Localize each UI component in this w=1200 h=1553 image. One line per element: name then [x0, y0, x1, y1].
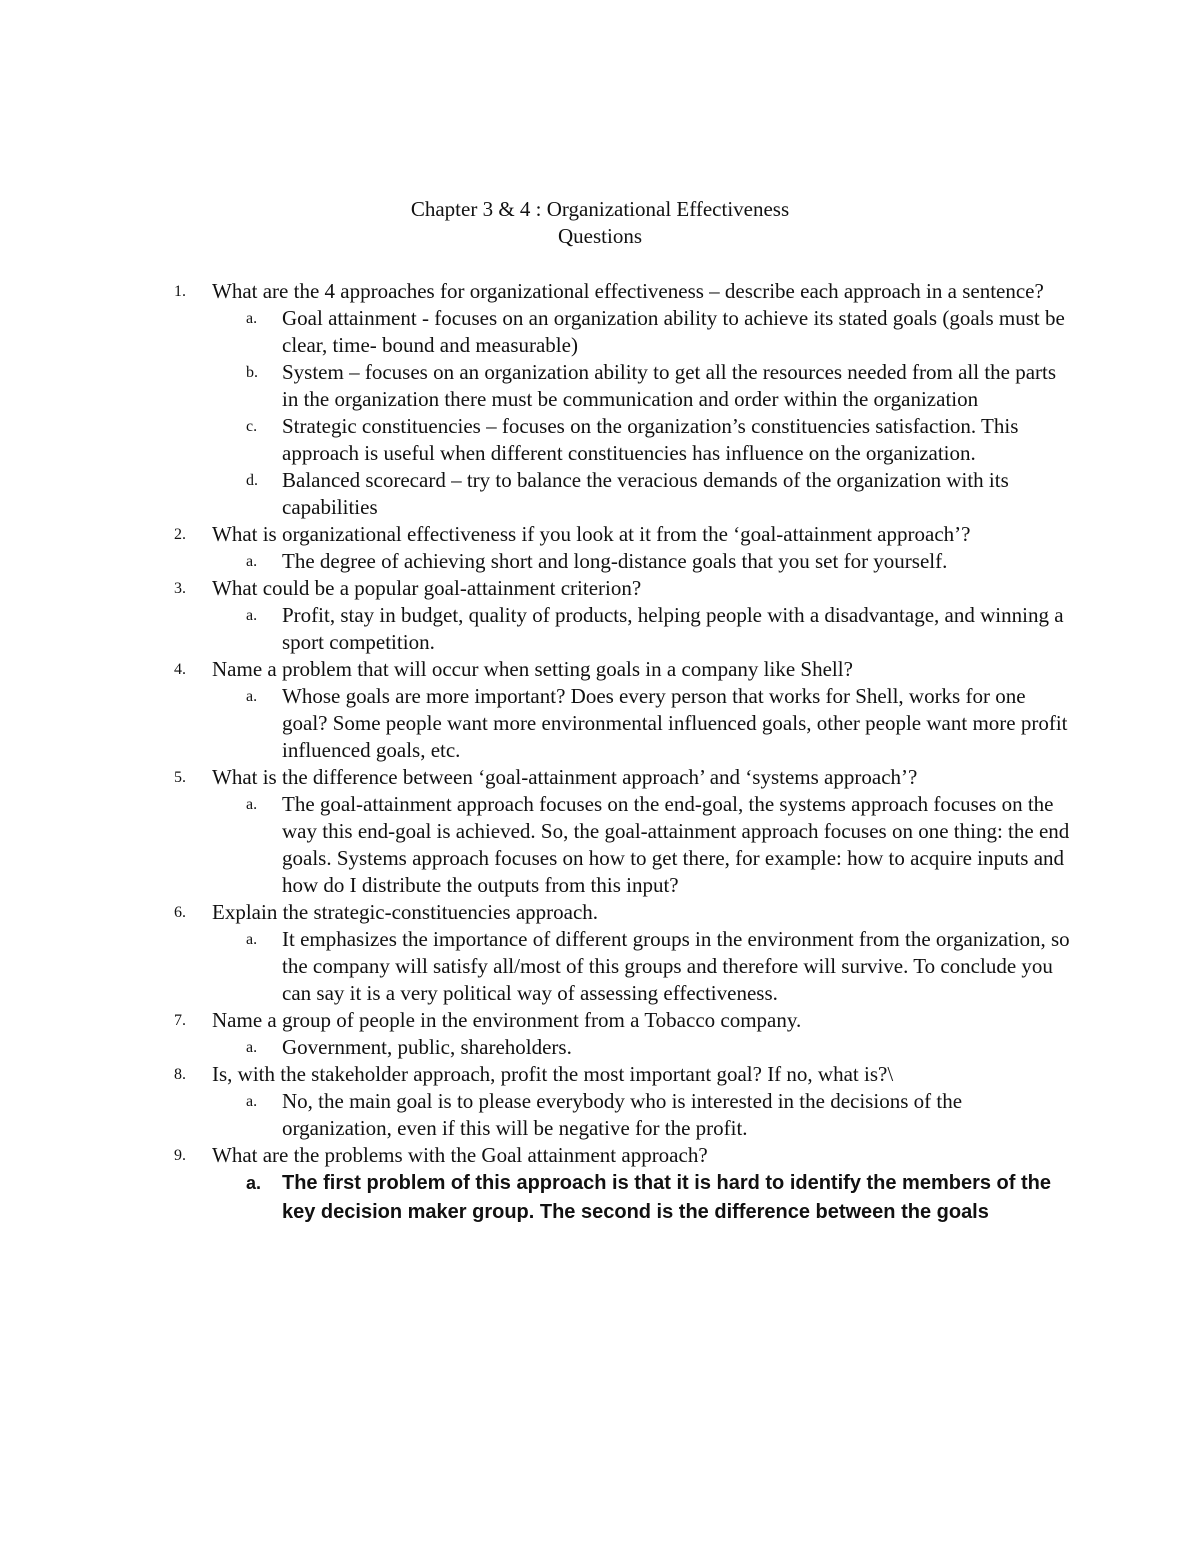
- question-item: [0, 278, 1200, 521]
- page-title: Chapter 3 & 4 : Organizational Effectiveness: [410, 197, 790, 221]
- question-text: What are the problems with the Goal attainment approach?: [212, 1143, 708, 1167]
- answer-letter: a.: [246, 553, 258, 570]
- answer-text: The goal-attainment approach focuses on the end-goal, the systems approach focuses on the way this end-goal is achieved. So, the goal-attainment approach focuses on one thing: the end goals. Systems approach focuses on how to get there, for example: how to acquire inputs and how do I distribute the outputs from this input?: [282, 792, 1070, 897]
- answer-list: [212, 1034, 1070, 1061]
- question-item: [0, 899, 1200, 1007]
- question-item: [0, 656, 1200, 764]
- question-text: What are the 4 approaches for organizational effectiveness – describe each approach in a sentence?: [212, 279, 1044, 303]
- answer-letter: a.: [246, 688, 258, 705]
- question-number: 9.: [174, 1147, 186, 1164]
- question-item: [0, 1061, 1200, 1142]
- question-item: [0, 575, 1200, 656]
- answer-list: [212, 683, 1070, 764]
- answer-text: It emphasizes the importance of different groups in the environment from the organization, so the company will satisfy all/most of this groups and therefore will survive. To conclude you can say it is a very political way of assessing effectiveness.: [282, 927, 1070, 1005]
- page-subtitle: Questions: [558, 224, 642, 248]
- answer-list: [212, 602, 1070, 656]
- question-text: What is the difference between ‘goal-attainment approach’ and ‘systems approach’?: [212, 765, 918, 789]
- answer-text: Profit, stay in budget, quality of products, helping people with a disadvantage, and winning a sport competition.: [282, 603, 1064, 654]
- answer-text: The degree of achieving short and long-distance goals that you set for yourself.: [282, 549, 948, 573]
- answer-text: System – focuses on an organization ability to get all the resources needed from all the parts in the organization there must be communication and order within the organization: [282, 360, 1057, 411]
- answer-letter: a.: [246, 310, 258, 327]
- answer-letter: b.: [246, 364, 258, 381]
- answer-item: [212, 359, 1070, 413]
- question-number: 4.: [174, 661, 186, 678]
- question-text: Name a group of people in the environment from a Tobacco company.: [212, 1008, 802, 1032]
- answer-item: [212, 1088, 1070, 1142]
- answer-item: [212, 926, 1070, 1007]
- answer-list: [212, 548, 1070, 575]
- answer-item: [212, 791, 1070, 899]
- question-number: 1.: [174, 283, 186, 300]
- answer-item: [212, 413, 1070, 467]
- answer-text: The first problem of this approach is that it is hard to identify the members of the key decision maker group. The second is the difference between the goals: [282, 1172, 1051, 1223]
- question-text: What is organizational effectiveness if you look at it from the ‘goal-attainment approach’?: [212, 522, 971, 546]
- question-number: 5.: [174, 769, 186, 786]
- answer-letter: a.: [246, 796, 258, 813]
- question-text: Is, with the stakeholder approach, profit the most important goal? If no, what is?\: [212, 1062, 894, 1086]
- question-number: 7.: [174, 1012, 186, 1029]
- answer-letter: a.: [246, 1039, 258, 1056]
- question-item: [0, 764, 1200, 899]
- question-number: 6.: [174, 904, 186, 921]
- question-number: 3.: [174, 580, 186, 597]
- question-number: 8.: [174, 1066, 186, 1083]
- question-item: [0, 1007, 1200, 1061]
- answer-letter: a.: [246, 607, 258, 624]
- question-number: 2.: [174, 526, 186, 543]
- answer-list: [212, 1088, 1070, 1142]
- question-text: What could be a popular goal-attainment criterion?: [212, 576, 642, 600]
- answer-letter: a.: [246, 1093, 258, 1110]
- answer-letter: a.: [246, 931, 258, 948]
- answer-text: No, the main goal is to please everybody who is interested in the decisions of the organization, even if this will be negative for the profit.: [282, 1089, 963, 1140]
- answer-item: [212, 548, 1070, 575]
- answer-item: [212, 1169, 1070, 1227]
- title-block: [0, 196, 1200, 250]
- answer-list: [212, 305, 1070, 521]
- answer-item: [212, 683, 1070, 764]
- answer-text: Government, public, shareholders.: [282, 1035, 572, 1059]
- answer-letter: a.: [246, 1173, 262, 1193]
- answer-item: [212, 305, 1070, 359]
- answer-item: [212, 467, 1070, 521]
- answer-list: [212, 926, 1070, 1007]
- answer-list: [212, 1169, 1070, 1227]
- answer-item: [212, 602, 1070, 656]
- answer-text: Whose goals are more important? Does every person that works for Shell, works for one goal? Some people want more environmental influenced goals, other people want more profit influenced goals, etc.: [282, 684, 1068, 762]
- answer-letter: d.: [246, 472, 258, 489]
- question-text: Explain the strategic-constituencies approach.: [212, 900, 599, 924]
- answer-text: Goal attainment - focuses on an organization ability to achieve its stated goals (goals must be clear, time- bound and measurable): [282, 306, 1065, 357]
- answer-text: Balanced scorecard – try to balance the veracious demands of the organization with its capabilities: [282, 468, 1009, 519]
- answer-letter: c.: [246, 418, 258, 435]
- answer-text: Strategic constituencies – focuses on the organization’s constituencies satisfaction. This approach is useful when different constituencies has influence on the organization.: [282, 414, 1019, 465]
- answer-item: [212, 1034, 1070, 1061]
- answer-list: [212, 791, 1070, 899]
- question-item: [0, 1142, 1200, 1227]
- question-list: [0, 278, 1200, 1227]
- question-text: Name a problem that will occur when setting goals in a company like Shell?: [212, 657, 853, 681]
- question-item: [0, 521, 1200, 575]
